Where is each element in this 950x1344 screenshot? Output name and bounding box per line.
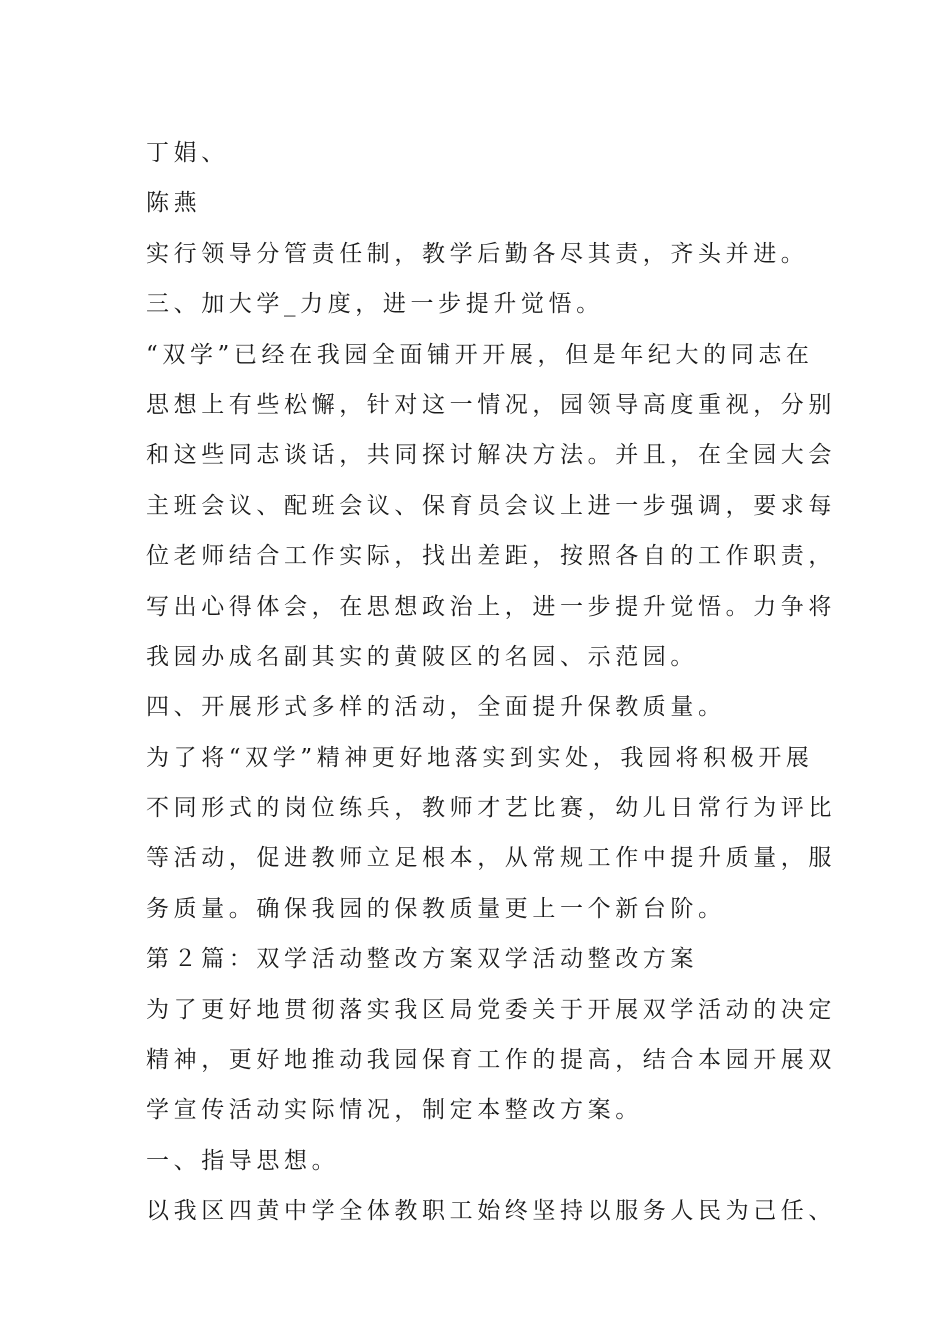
section-heading: 四、开展形式多样的活动，全面提升保教质量。: [146, 694, 726, 721]
text-line: 丁娟、: [146, 140, 229, 166]
text-line: 为了将“双学”精神更好地落实到实处，我园将积极开展: [146, 744, 814, 771]
chapter-title: 第２篇：双学活动整改方案双学活动整改方案: [146, 946, 698, 973]
text-line: 位老师结合工作实际，找出差距，按照各自的工作职责，: [146, 543, 836, 570]
text-line: 务质量。确保我园的保教质量更上一个新台阶。: [146, 895, 726, 922]
text-line: “双学”已经在我园全面铺开开展，但是年纪大的同志在: [146, 341, 814, 368]
text-line: 写出心得体会，在思想政治上，进一步提升觉悟。力争将: [146, 593, 836, 620]
text-line: 陈燕: [146, 190, 202, 217]
section-heading: 一、指导思想。: [146, 1147, 340, 1174]
document-body: [146, 128, 836, 1237]
section-heading: 三、加大学_力度，进一步提升觉悟。: [146, 291, 604, 318]
text-line: 等活动，促进教师立足根本，从常规工作中提升质量，服: [146, 845, 836, 872]
text-line: 我园办成名副其实的黄陂区的名园、示范园。: [146, 643, 698, 670]
text-line: 思想上有些松懈，针对这一情况，园领导高度重视，分别: [146, 391, 836, 418]
text-line: 为了更好地贯彻落实我区局党委关于开展双学活动的决定: [146, 996, 836, 1023]
text-line: 实行领导分管责任制，教学后勤各尽其责，齐头并进。: [146, 240, 809, 267]
text-line: 学宣传活动实际情况，制定本整改方案。: [146, 1097, 643, 1124]
text-line: 精神，更好地推动我园保育工作的提高，结合本园开展双: [146, 1047, 836, 1074]
text-line: 主班会议、配班会议、保育员会议上进一步强调，要求每: [146, 492, 836, 519]
text-line: 不同形式的岗位练兵，教师才艺比赛，幼儿日常行为评比: [146, 795, 836, 822]
text-line: 以我区四黄中学全体教职工始终坚持以服务人民为己任、: [146, 1198, 836, 1225]
text-line: 和这些同志谈话，共同探讨解决方法。并且，在全园大会: [146, 442, 836, 469]
